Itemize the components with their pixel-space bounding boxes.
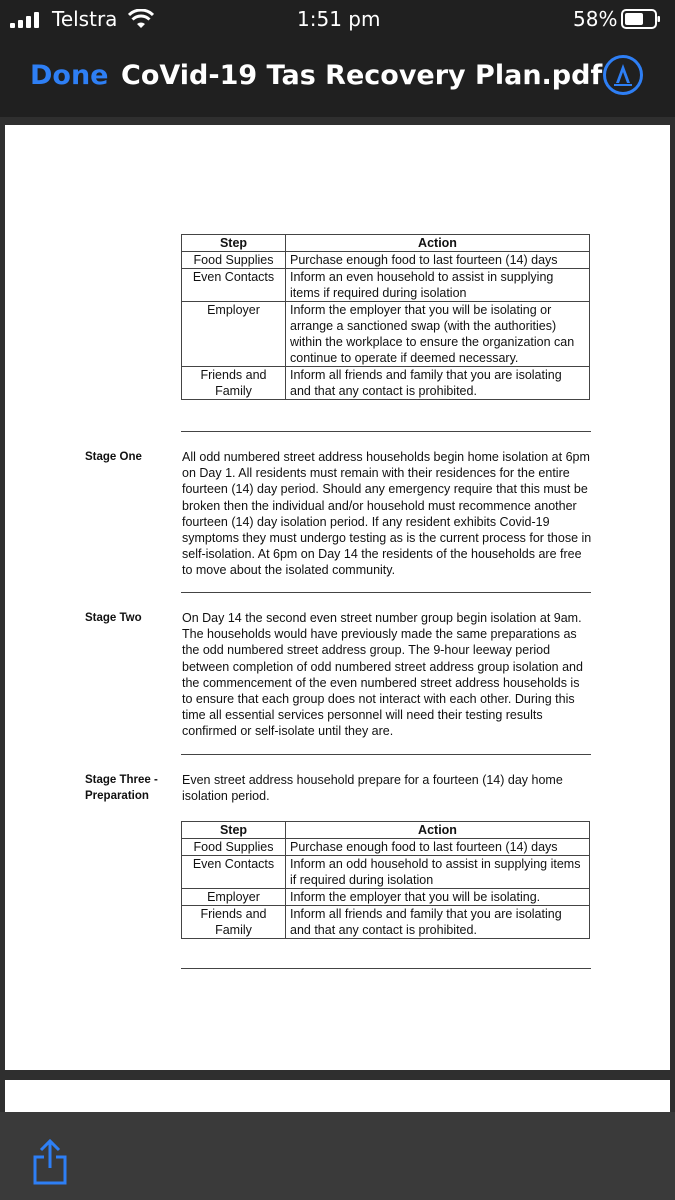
table-cell-step: Employer [182,302,286,367]
table-row [182,889,590,906]
stage-text: Even street address household prepare for a fourteen (14) day home isolation period. [182,773,563,804]
carrier-name: Telstra [52,7,118,31]
wifi-icon [128,9,154,29]
table-cell-action: Inform an odd household to assist in supplying items if required during isolation [286,856,590,889]
stage-label: Stage Three - Preparation [85,774,158,802]
pdf-viewer[interactable] [0,117,675,1112]
bottom-toolbar [0,1112,675,1200]
document-title: CoVid-19 Tas Recovery Plan.pdf [121,60,603,91]
table-cell-action: Inform the employer that you will be isolating. [286,889,590,906]
table-cell-step: Even Contacts [182,269,286,302]
table-header-step: Step [182,822,286,839]
stage-label: Stage One [85,451,142,463]
clock: 1:51 pm [297,7,381,31]
divider [181,431,591,432]
markup-button[interactable] [603,55,643,95]
table-cell-action: Inform all friends and family that you are isolating and that any contact is prohibited. [286,367,590,400]
divider [181,592,591,593]
table-cell-step: Friends and Family [182,367,286,400]
top-bar [0,0,675,117]
table-cell-action: Purchase enough food to last fourteen (14) days [286,839,590,856]
table-cell-action: Inform the employer that you will be isolating or arrange a sanctioned swap (with the authorities) within the workplace to ensure the organization can continue to operate if deemed necessary. [286,302,590,367]
share-button[interactable] [30,1138,70,1186]
steps-table-1 [181,234,590,400]
status-bar [0,0,675,40]
table-cell-action: Inform an even household to assist in supplying items if required during isolation [286,269,590,302]
table-row [182,302,590,367]
table-cell-action: Purchase enough food to last fourteen (14) days [286,252,590,269]
table-header-action: Action [286,235,590,252]
table-row [182,252,590,269]
table-cell-step: Friends and Family [182,906,286,939]
table-row [182,856,590,889]
table-row [182,367,590,400]
table-row [182,839,590,856]
table-cell-step: Food Supplies [182,839,286,856]
pdf-page [5,125,670,1070]
done-button[interactable]: Done [30,60,109,91]
table-cell-action: Inform all friends and family that you are isolating and that any contact is prohibited. [286,906,590,939]
divider [181,754,591,755]
signal-icon [10,12,44,28]
stage-label: Stage Two [85,612,142,624]
table-cell-step: Food Supplies [182,252,286,269]
battery-icon [621,9,661,29]
nav-bar [0,50,675,104]
table-cell-step: Even Contacts [182,856,286,889]
markup-pen-icon [612,63,634,87]
divider [181,968,591,969]
steps-table-2 [181,821,590,939]
battery-percent: 58% [573,7,618,31]
stage-text: On Day 14 the second even street number group begin isolation at 9am. The households would have previously made the same preparations as the odd numbered street address group. The 9-hour leeway period between completion of odd numbered street address group isolation and the commencement of the even numbered street address households is to ensure that each group does not interact with each other. During this time all essential services personnel will need their testing results confirmed or self-isolate until they are. [182,611,583,739]
table-cell-step: Employer [182,889,286,906]
share-icon [30,1138,70,1186]
table-header-step: Step [182,235,286,252]
table-row [182,906,590,939]
table-header-action: Action [286,822,590,839]
stage-text: All odd numbered street address households begin home isolation at 6pm on Day 1. All residents must remain with their residences for the entire fourteen (14) day period. Should any emergency require that this must be broken then the individual and/or household must recommence another fourteen (14) day isolation period. If any resident exhibits Covid-19 symptoms they must undergo testing as is the current process for those in self-isolation. At 6pm on Day 14 the residents of the households are free to move about the isolated community. [182,450,592,578]
table-row [182,269,590,302]
